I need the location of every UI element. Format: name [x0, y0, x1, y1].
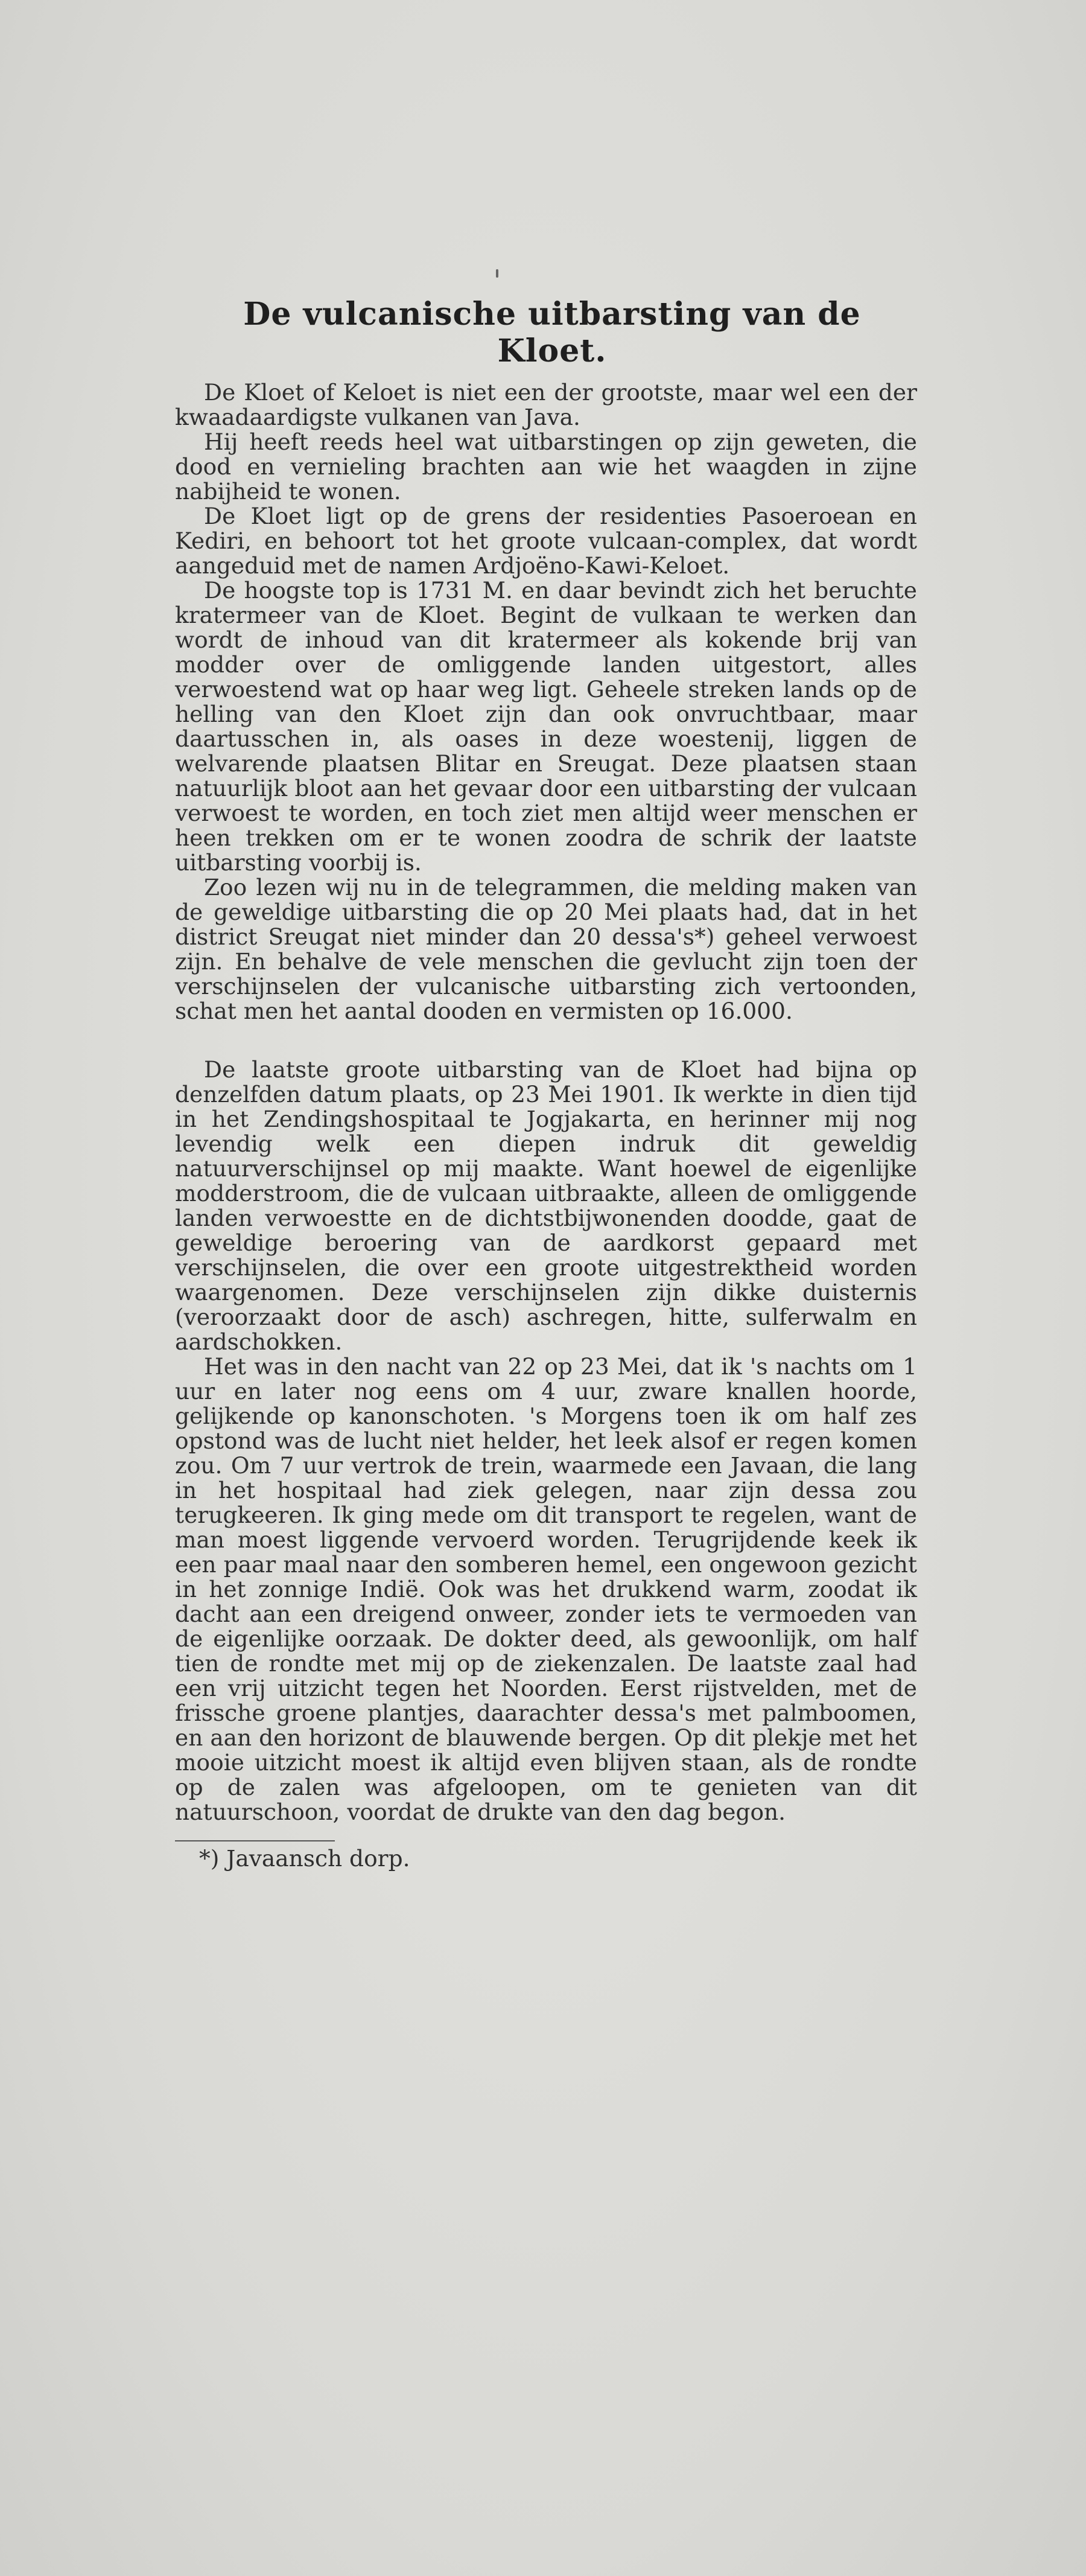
article-title: De vulcanische uitbarsting van de Kloet.	[243, 296, 861, 369]
paragraph-telegrams: Zoo lezen wij nu in de telegrammen, die melding maken van de geweldige uitbarsting die op 20 Mei plaats had, dat in het district Sreugat niet minder dan 20 dessa's*) geheel verwoest zijn. En behalve de vele menschen die gevlucht zijn toen der verschijnselen der vulcanische uitbarsting zich vertoonden, schat men het aantal dooden en vermisten op 16.000.	[175, 874, 917, 1024]
paragraph-history: Hij heeft reeds heel wat uitbarstingen op zijn geweten, die dood en vernieling brachten aan wie het waagden in zijne nabijheid te wonen.	[175, 429, 917, 505]
footnote: *) Javaansch dorp.	[199, 1845, 410, 1872]
paragraph-crater-lake: De hoogste top is 1731 M. en daar bevindt zich het beruchte kratermeer van de Kloet. Begint de vulkaan te werken dan wordt de inhoud van dit kratermeer als kokende brij van modder over de omliggende landen uitgestort, alles verwoestend wat op haar weg ligt. Geheele streken lands op de helling van den Kloet zijn dan ook onvruchtbaar, maar daartusschen in, als oases in deze woestenij, liggen de welvarende plaatsen Blitar en Sreugat. Deze plaatsen staan natuurlijk bloot aan het gevaar door een uitbarsting der vulcaan verwoest te worden, en toch ziet men altijd weer menschen er heen trekken om er te wonen zoodra de schrik der laatste uitbarsting voorbij is.	[175, 577, 917, 876]
footnote-divider	[175, 1840, 335, 1841]
section-gap	[175, 1024, 917, 1057]
paragraph-1901-eruption: De laatste groote uitbarsting van de Kloet had bijna op denzelfden datum plaats, op 23 Mei 1901. Ik werkte in dien tijd in het Zendingshospitaal te Jogjakarta, en herinner mij nog levendig welk een diepen indruk dit geweldig natuurverschijnsel op mij maakte. Want hoewel de eigenlijke modderstroom, die de vulcaan uitbraakte, alleen de omliggende landen verwoestte en de dichtstbijwonenden doodde, gaat de geweldige beroering van de aardkorst gepaard met verschijnselen, die over een groote uitgestrektheid worden waargenomen. Deze verschijnselen zijn dikke duisternis (veroorzaakt door de asch) aschregen, hitte, sulferwalm en aardschokken.	[175, 1056, 917, 1355]
paragraph-location: De Kloet ligt op de grens der residenties Pasoeroean en Kediri, en behoort tot het groote vulcaan-complex, dat wordt aangeduid met de namen Ardjoëno-Kawi-Keloet.	[175, 503, 917, 579]
paragraph-intro: De Kloet of Keloet is niet een der grootste, maar wel een der kwaadaardigste vulkanen van Java.	[175, 379, 917, 430]
print-speck	[496, 269, 498, 278]
paragraph-night-account: Het was in den nacht van 22 op 23 Mei, dat ik 's nachts om 1 uur en later nog eens om 4 uur, zware knallen hoorde, gelijkende op kanonschoten. 's Morgens toen ik om half zes opstond was de lucht niet helder, het leek alsof er regen komen zou. Om 7 uur vertrok de trein, waarmede een Javaan, die lang in het hospitaal had ziek gelegen, naar zijn dessa zou terugkeeren. Ik ging mede om dit transport te regelen, want de man moest liggende vervoerd worden. Terugrijdende keek ik een paar maal naar den somberen hemel, een ongewoon gezicht in het zonnige Indië. Ook was het drukkend warm, zoodat ik dacht aan een dreigend onweer, zonder iets te vermoeden van de eigenlijke oorzaak. De dokter deed, als gewoonlijk, om half tien de rondte met mij op de ziekenzalen. De laatste zaal had een vrij uitzicht tegen het Noorden. Eerst rijstvelden, met de frissche groene plantjes, daarachter dessa's met palmboomen, en aan den horizont de blauwende bergen. Op dit plekje met het mooie uitzicht moest ik altijd even blijven staan, als de rondte op de zalen was afgeloopen, om te genieten van dit natuurschoon, voordat de drukte van den dag begon.	[175, 1353, 917, 1825]
article-column	[175, 296, 917, 1872]
